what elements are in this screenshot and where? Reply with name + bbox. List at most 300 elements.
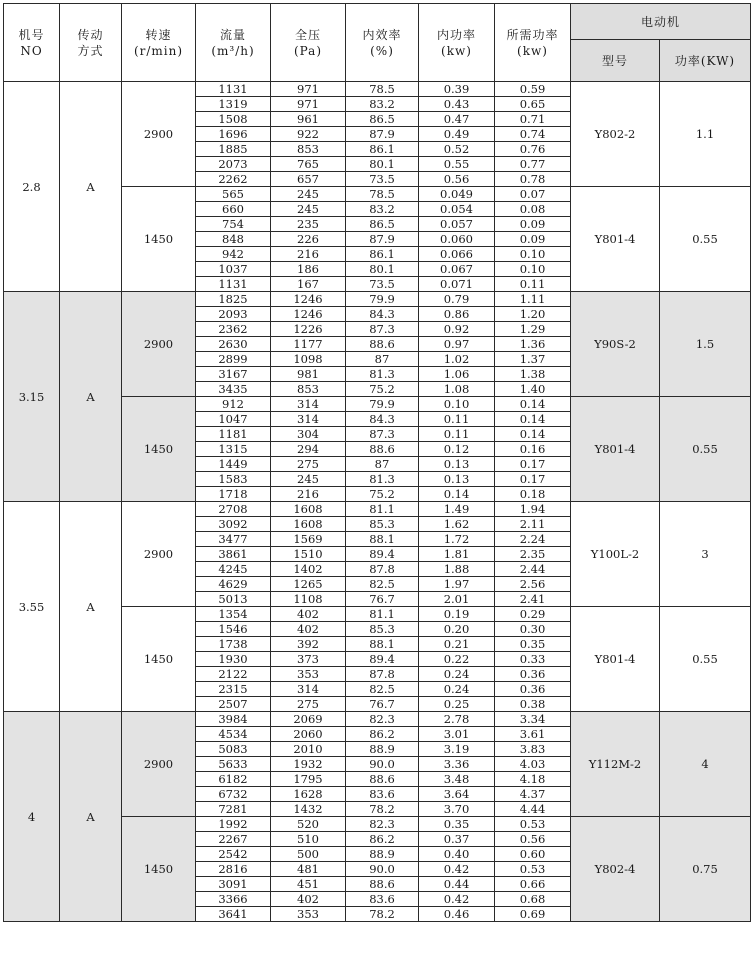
flow-cell: 1131: [196, 277, 271, 292]
motor-power-cell: 0.55: [660, 607, 751, 712]
efficiency-cell: 79.9: [346, 397, 419, 412]
required-power-cell: 2.24: [495, 532, 571, 547]
inner-power-cell: 0.40: [419, 847, 495, 862]
efficiency-cell: 83.2: [346, 202, 419, 217]
inner-power-cell: 0.13: [419, 472, 495, 487]
header-drive-type: [60, 4, 122, 82]
flow-cell: 2708: [196, 502, 271, 517]
required-power-cell: 0.14: [495, 397, 571, 412]
header-flow-line2: (m³/h): [211, 43, 255, 58]
efficiency-cell: 81.3: [346, 367, 419, 382]
pressure-cell: 1177: [271, 337, 346, 352]
required-power-cell: 0.36: [495, 667, 571, 682]
required-power-cell: 0.68: [495, 892, 571, 907]
fan-no-cell: 2.8: [4, 82, 60, 292]
flow-cell: 1181: [196, 427, 271, 442]
required-power-cell: 0.77: [495, 157, 571, 172]
header-pressure-line1: 全压: [294, 27, 321, 42]
efficiency-cell: 83.6: [346, 787, 419, 802]
inner-power-cell: 0.92: [419, 322, 495, 337]
required-power-cell: 0.36: [495, 682, 571, 697]
efficiency-cell: 88.6: [346, 772, 419, 787]
required-power-cell: 0.65: [495, 97, 571, 112]
efficiency-cell: 88.1: [346, 532, 419, 547]
inner-power-cell: 0.11: [419, 412, 495, 427]
inner-power-cell: 1.08: [419, 382, 495, 397]
pressure-cell: 167: [271, 277, 346, 292]
required-power-cell: 2.41: [495, 592, 571, 607]
required-power-cell: 1.20: [495, 307, 571, 322]
efficiency-cell: 76.7: [346, 592, 419, 607]
flow-cell: 3861: [196, 547, 271, 562]
efficiency-cell: 78.2: [346, 802, 419, 817]
header-pressure-line2: (Pa): [293, 43, 323, 58]
inner-power-cell: 0.52: [419, 142, 495, 157]
pressure-cell: 216: [271, 247, 346, 262]
flow-cell: 565: [196, 187, 271, 202]
efficiency-cell: 86.2: [346, 727, 419, 742]
pressure-cell: 235: [271, 217, 346, 232]
speed-cell: 1450: [122, 397, 196, 502]
efficiency-cell: 86.2: [346, 832, 419, 847]
required-power-cell: 0.18: [495, 487, 571, 502]
inner-power-cell: 0.20: [419, 622, 495, 637]
header-speed-line2: (r/min): [133, 43, 184, 58]
flow-cell: 1319: [196, 97, 271, 112]
inner-power-cell: 1.81: [419, 547, 495, 562]
flow-cell: 3435: [196, 382, 271, 397]
efficiency-cell: 87: [346, 352, 419, 367]
flow-cell: 6732: [196, 787, 271, 802]
flow-cell: 1315: [196, 442, 271, 457]
required-power-cell: 0.66: [495, 877, 571, 892]
header-speed: [122, 4, 196, 82]
flow-cell: 2899: [196, 352, 271, 367]
flow-cell: 5083: [196, 742, 271, 757]
flow-cell: 3092: [196, 517, 271, 532]
efficiency-cell: 89.4: [346, 652, 419, 667]
pressure-cell: 971: [271, 97, 346, 112]
pressure-cell: 1265: [271, 577, 346, 592]
required-power-cell: 0.07: [495, 187, 571, 202]
speed-cell: 2900: [122, 712, 196, 817]
flow-cell: 912: [196, 397, 271, 412]
efficiency-cell: 88.9: [346, 847, 419, 862]
required-power-cell: 3.83: [495, 742, 571, 757]
flow-cell: 2267: [196, 832, 271, 847]
inner-power-cell: 0.11: [419, 427, 495, 442]
pressure-cell: 216: [271, 487, 346, 502]
inner-power-cell: 0.067: [419, 262, 495, 277]
header-flow: [196, 4, 271, 82]
motor-model-cell: Y100L-2: [571, 502, 660, 607]
efficiency-cell: 80.1: [346, 157, 419, 172]
efficiency-cell: 82.5: [346, 577, 419, 592]
inner-power-cell: 3.01: [419, 727, 495, 742]
pressure-cell: 402: [271, 892, 346, 907]
header-efficiency: [346, 4, 419, 82]
inner-power-cell: 0.049: [419, 187, 495, 202]
required-power-cell: 4.18: [495, 772, 571, 787]
efficiency-cell: 87.8: [346, 562, 419, 577]
inner-power-cell: 0.35: [419, 817, 495, 832]
header-inner-power: [419, 4, 495, 82]
pressure-cell: 500: [271, 847, 346, 862]
header-fan-no: [4, 4, 60, 82]
efficiency-cell: 87.9: [346, 232, 419, 247]
drive-type-cell: A: [60, 502, 122, 712]
inner-power-cell: 0.13: [419, 457, 495, 472]
motor-power-cell: 0.55: [660, 397, 751, 502]
inner-power-cell: 0.24: [419, 682, 495, 697]
drive-type-cell: A: [60, 82, 122, 292]
efficiency-cell: 78.5: [346, 82, 419, 97]
required-power-cell: 0.10: [495, 247, 571, 262]
required-power-cell: 2.11: [495, 517, 571, 532]
efficiency-cell: 79.9: [346, 292, 419, 307]
required-power-cell: 0.09: [495, 217, 571, 232]
header-motor-power: 功率(KW): [660, 40, 751, 82]
efficiency-cell: 73.5: [346, 172, 419, 187]
required-power-cell: 0.78: [495, 172, 571, 187]
header-drive-line1: 传动: [77, 27, 104, 42]
table-row: [4, 502, 751, 517]
efficiency-cell: 88.1: [346, 637, 419, 652]
inner-power-cell: 0.86: [419, 307, 495, 322]
speed-cell: 2900: [122, 292, 196, 397]
motor-model-cell: Y112M-2: [571, 712, 660, 817]
required-power-cell: 0.71: [495, 112, 571, 127]
pressure-cell: 1246: [271, 292, 346, 307]
required-power-cell: 2.44: [495, 562, 571, 577]
efficiency-cell: 85.3: [346, 622, 419, 637]
inner-power-cell: 0.42: [419, 892, 495, 907]
inner-power-cell: 0.43: [419, 97, 495, 112]
pressure-cell: 353: [271, 907, 346, 922]
pressure-cell: 402: [271, 607, 346, 622]
pressure-cell: 1510: [271, 547, 346, 562]
flow-cell: 1738: [196, 637, 271, 652]
header-total-pressure: [271, 4, 346, 82]
flow-cell: 660: [196, 202, 271, 217]
inner-power-cell: 0.066: [419, 247, 495, 262]
flow-cell: 1885: [196, 142, 271, 157]
flow-cell: 754: [196, 217, 271, 232]
flow-cell: 2093: [196, 307, 271, 322]
efficiency-cell: 87.3: [346, 427, 419, 442]
speed-cell: 2900: [122, 82, 196, 187]
inner-power-cell: 1.49: [419, 502, 495, 517]
efficiency-cell: 85.3: [346, 517, 419, 532]
required-power-cell: 0.53: [495, 862, 571, 877]
speed-cell: 1450: [122, 817, 196, 922]
motor-power-cell: 0.55: [660, 187, 751, 292]
required-power-cell: 0.74: [495, 127, 571, 142]
required-power-cell: 1.37: [495, 352, 571, 367]
pressure-cell: 1246: [271, 307, 346, 322]
required-power-cell: 4.44: [495, 802, 571, 817]
pressure-cell: 981: [271, 367, 346, 382]
inner-power-cell: 2.01: [419, 592, 495, 607]
flow-cell: 5633: [196, 757, 271, 772]
flow-cell: 4534: [196, 727, 271, 742]
pressure-cell: 451: [271, 877, 346, 892]
flow-cell: 1718: [196, 487, 271, 502]
flow-cell: 2122: [196, 667, 271, 682]
pressure-cell: 2010: [271, 742, 346, 757]
motor-power-cell: 1.5: [660, 292, 751, 397]
inner-power-cell: 0.057: [419, 217, 495, 232]
motor-power-cell: 0.75: [660, 817, 751, 922]
efficiency-cell: 81.1: [346, 607, 419, 622]
pressure-cell: 245: [271, 472, 346, 487]
required-power-cell: 0.56: [495, 832, 571, 847]
required-power-cell: 1.36: [495, 337, 571, 352]
pressure-cell: 186: [271, 262, 346, 277]
motor-model-cell: Y802-4: [571, 817, 660, 922]
required-power-cell: 0.53: [495, 817, 571, 832]
required-power-cell: 0.16: [495, 442, 571, 457]
efficiency-cell: 90.0: [346, 862, 419, 877]
flow-cell: 2816: [196, 862, 271, 877]
table-row: [4, 82, 751, 97]
pressure-cell: 1628: [271, 787, 346, 802]
pressure-cell: 1226: [271, 322, 346, 337]
flow-cell: 7281: [196, 802, 271, 817]
required-power-cell: 2.56: [495, 577, 571, 592]
pressure-cell: 510: [271, 832, 346, 847]
required-power-cell: 1.29: [495, 322, 571, 337]
pressure-cell: 275: [271, 457, 346, 472]
table-row: [4, 712, 751, 727]
inner-power-cell: 3.64: [419, 787, 495, 802]
inner-power-cell: 0.10: [419, 397, 495, 412]
fan-no-cell: 4: [4, 712, 60, 922]
required-power-cell: 0.14: [495, 427, 571, 442]
pressure-cell: 520: [271, 817, 346, 832]
efficiency-cell: 90.0: [346, 757, 419, 772]
inner-power-cell: 0.97: [419, 337, 495, 352]
efficiency-cell: 88.9: [346, 742, 419, 757]
flow-cell: 3477: [196, 532, 271, 547]
efficiency-cell: 86.5: [346, 217, 419, 232]
speed-cell: 1450: [122, 607, 196, 712]
pressure-cell: 971: [271, 82, 346, 97]
pressure-cell: 1795: [271, 772, 346, 787]
inner-power-cell: 0.19: [419, 607, 495, 622]
pressure-cell: 402: [271, 622, 346, 637]
drive-type-cell: A: [60, 292, 122, 502]
header-motor-model: 型号: [571, 40, 660, 82]
inner-power-cell: 0.44: [419, 877, 495, 892]
pressure-cell: 1432: [271, 802, 346, 817]
header-drive-line2: 方式: [77, 43, 104, 58]
efficiency-cell: 88.6: [346, 877, 419, 892]
inner-power-cell: 0.071: [419, 277, 495, 292]
pressure-cell: 245: [271, 202, 346, 217]
required-power-cell: 2.35: [495, 547, 571, 562]
inner-power-cell: 0.47: [419, 112, 495, 127]
required-power-cell: 0.08: [495, 202, 571, 217]
flow-cell: 1546: [196, 622, 271, 637]
pressure-cell: 226: [271, 232, 346, 247]
required-power-cell: 4.37: [495, 787, 571, 802]
flow-cell: 942: [196, 247, 271, 262]
inner-power-cell: 0.060: [419, 232, 495, 247]
speed-cell: 2900: [122, 502, 196, 607]
required-power-cell: 0.35: [495, 637, 571, 652]
efficiency-cell: 86.1: [346, 247, 419, 262]
pressure-cell: 1569: [271, 532, 346, 547]
inner-power-cell: 0.39: [419, 82, 495, 97]
motor-power-cell: 3: [660, 502, 751, 607]
inner-power-cell: 3.19: [419, 742, 495, 757]
header-efficiency-line1: 内效率: [362, 27, 402, 42]
pressure-cell: 1608: [271, 502, 346, 517]
header-inner-power-line1: 内功率: [436, 27, 476, 42]
pressure-cell: 275: [271, 697, 346, 712]
pressure-cell: 765: [271, 157, 346, 172]
required-power-cell: 0.29: [495, 607, 571, 622]
inner-power-cell: 1.02: [419, 352, 495, 367]
required-power-cell: 0.59: [495, 82, 571, 97]
inner-power-cell: 0.14: [419, 487, 495, 502]
flow-cell: 1930: [196, 652, 271, 667]
pressure-cell: 1932: [271, 757, 346, 772]
efficiency-cell: 88.6: [346, 442, 419, 457]
pressure-cell: 373: [271, 652, 346, 667]
inner-power-cell: 1.72: [419, 532, 495, 547]
flow-cell: 3984: [196, 712, 271, 727]
flow-cell: 1825: [196, 292, 271, 307]
efficiency-cell: 86.5: [346, 112, 419, 127]
inner-power-cell: 1.06: [419, 367, 495, 382]
flow-cell: 1508: [196, 112, 271, 127]
header-fan-no-line1: 机号: [18, 27, 45, 42]
pressure-cell: 314: [271, 682, 346, 697]
efficiency-cell: 86.1: [346, 142, 419, 157]
header-required-power-line2: (kw): [517, 43, 548, 58]
pressure-cell: 853: [271, 142, 346, 157]
table-header: [4, 4, 751, 82]
table-body: [4, 82, 751, 922]
inner-power-cell: 0.55: [419, 157, 495, 172]
flow-cell: 2630: [196, 337, 271, 352]
table-row: [4, 292, 751, 307]
required-power-cell: 0.09: [495, 232, 571, 247]
efficiency-cell: 82.3: [346, 817, 419, 832]
efficiency-cell: 87.3: [346, 322, 419, 337]
efficiency-cell: 76.7: [346, 697, 419, 712]
inner-power-cell: 0.79: [419, 292, 495, 307]
inner-power-cell: 0.42: [419, 862, 495, 877]
pressure-cell: 2069: [271, 712, 346, 727]
efficiency-cell: 84.3: [346, 307, 419, 322]
speed-cell: 1450: [122, 187, 196, 292]
pressure-cell: 481: [271, 862, 346, 877]
flow-cell: 3091: [196, 877, 271, 892]
flow-cell: 848: [196, 232, 271, 247]
inner-power-cell: 1.97: [419, 577, 495, 592]
header-fan-no-line2: NO: [20, 43, 43, 58]
efficiency-cell: 73.5: [346, 277, 419, 292]
pressure-cell: 922: [271, 127, 346, 142]
motor-model-cell: Y801-4: [571, 397, 660, 502]
efficiency-cell: 78.5: [346, 187, 419, 202]
inner-power-cell: 1.62: [419, 517, 495, 532]
flow-cell: 1131: [196, 82, 271, 97]
motor-model-cell: Y802-2: [571, 82, 660, 187]
inner-power-cell: 1.88: [419, 562, 495, 577]
pressure-cell: 314: [271, 412, 346, 427]
efficiency-cell: 80.1: [346, 262, 419, 277]
fan-no-cell: 3.55: [4, 502, 60, 712]
flow-cell: 1992: [196, 817, 271, 832]
required-power-cell: 1.11: [495, 292, 571, 307]
efficiency-cell: 87.8: [346, 667, 419, 682]
inner-power-cell: 0.054: [419, 202, 495, 217]
required-power-cell: 4.03: [495, 757, 571, 772]
fan-no-cell: 3.15: [4, 292, 60, 502]
flow-cell: 1583: [196, 472, 271, 487]
required-power-cell: 1.38: [495, 367, 571, 382]
flow-cell: 1449: [196, 457, 271, 472]
flow-cell: 1696: [196, 127, 271, 142]
required-power-cell: 0.33: [495, 652, 571, 667]
pressure-cell: 304: [271, 427, 346, 442]
flow-cell: 1354: [196, 607, 271, 622]
flow-cell: 3366: [196, 892, 271, 907]
flow-cell: 1047: [196, 412, 271, 427]
flow-cell: 2507: [196, 697, 271, 712]
pressure-cell: 245: [271, 187, 346, 202]
inner-power-cell: 0.46: [419, 907, 495, 922]
pressure-cell: 657: [271, 172, 346, 187]
required-power-cell: 1.40: [495, 382, 571, 397]
header-inner-power-line2: (kw): [441, 43, 472, 58]
inner-power-cell: 3.70: [419, 802, 495, 817]
required-power-cell: 0.30: [495, 622, 571, 637]
fan-performance-table: [3, 3, 751, 922]
required-power-cell: 0.11: [495, 277, 571, 292]
pressure-cell: 294: [271, 442, 346, 457]
inner-power-cell: 2.78: [419, 712, 495, 727]
required-power-cell: 3.61: [495, 727, 571, 742]
flow-cell: 4245: [196, 562, 271, 577]
inner-power-cell: 0.25: [419, 697, 495, 712]
efficiency-cell: 78.2: [346, 907, 419, 922]
efficiency-cell: 75.2: [346, 382, 419, 397]
efficiency-cell: 82.3: [346, 712, 419, 727]
pressure-cell: 2060: [271, 727, 346, 742]
inner-power-cell: 0.56: [419, 172, 495, 187]
flow-cell: 2315: [196, 682, 271, 697]
flow-cell: 3641: [196, 907, 271, 922]
pressure-cell: 392: [271, 637, 346, 652]
required-power-cell: 0.17: [495, 472, 571, 487]
inner-power-cell: 3.48: [419, 772, 495, 787]
header-efficiency-line2: (%): [370, 43, 394, 58]
required-power-cell: 3.34: [495, 712, 571, 727]
efficiency-cell: 87.9: [346, 127, 419, 142]
pressure-cell: 1608: [271, 517, 346, 532]
efficiency-cell: 83.6: [346, 892, 419, 907]
flow-cell: 2362: [196, 322, 271, 337]
inner-power-cell: 3.36: [419, 757, 495, 772]
flow-cell: 6182: [196, 772, 271, 787]
required-power-cell: 0.69: [495, 907, 571, 922]
motor-model-cell: Y801-4: [571, 187, 660, 292]
